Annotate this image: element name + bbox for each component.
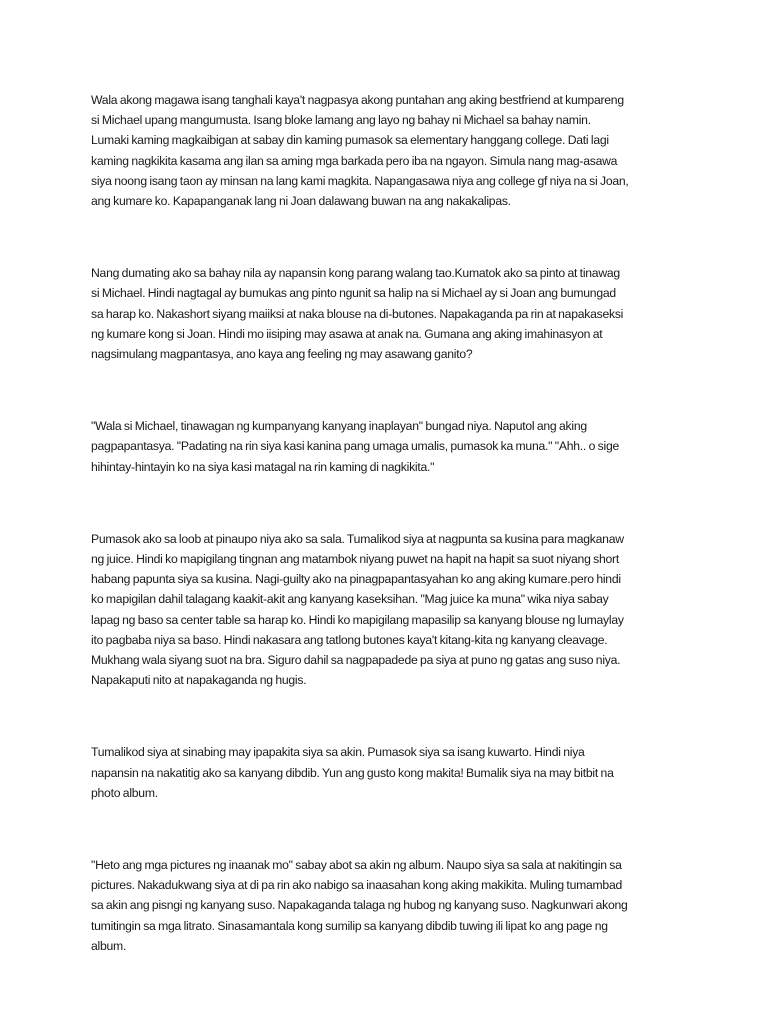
- text-line: Tumalikod siya at sinabing may ipapakita siya sa akin. Pumasok siya sa isang kuwarto. Hindi niya: [91, 745, 585, 760]
- paragraph-spacer: [91, 690, 681, 742]
- text-line: "Heto ang mga pictures ng inaanak mo" sabay abot sa akin ng album. Naupo siya sa sala at nakitingin sa: [91, 858, 622, 873]
- text-line: "Wala si Michael, tinawagan ng kumpanyang kanyang inaplayan" bungad niya. Naputol ang aking: [91, 419, 587, 434]
- text-line: Napakaputi nito at napakaganda ng hugis.: [91, 673, 307, 688]
- text-line: kaming nagkikita kasama ang ilan sa aming mga barkada pero iba na ngayon. Simula nang mag-asawa: [91, 153, 618, 168]
- text-line: sa akin ang pisngi ng kanyang suso. Napakaganda talaga ng hubog ng kanyang suso. Nagkunwari akong: [91, 898, 628, 913]
- text-line: pictures. Nakadukwang siya at di pa rin ako nabigo sa inaasahan kong aking makikita. Muling tumambad: [91, 878, 623, 893]
- text-line: album.: [91, 938, 127, 953]
- document-body: [91, 90, 681, 956]
- paragraph-2: [91, 263, 681, 364]
- text-line: ng juice. Hindi ko mapigilang tingnan ang matambok niyang puwet na hapit na hapit sa suot niyang short: [91, 552, 619, 567]
- text-line: Pumasok ako sa loob at pinaupo niya ako sa sala. Tumalikod siya at nagpunta sa kusina para magkanaw: [91, 531, 624, 546]
- paragraph-spacer: [91, 211, 681, 263]
- text-line: Nang dumating ako sa bahay nila ay napansin kong parang walang tao.Kumatok ako sa pinto at tinawag: [91, 266, 620, 281]
- paragraph-6: [91, 855, 681, 956]
- text-line: nagsimulang magpantasya, ano kaya ang feeling ng may asawang ganito?: [91, 347, 473, 362]
- paragraph-1: [91, 90, 681, 211]
- paragraph-spacer: [91, 803, 681, 855]
- paragraph-5: [91, 742, 681, 803]
- text-line: habang papunta siya sa kusina. Nagi-guilty ako na pinagpapantasyahan ko ang aking kumare.pero hindi: [91, 572, 621, 587]
- text-line: tumitingin sa mga litrato. Sinasamantala kong sumilip sa kanyang dibdib tuwing ili lipat ko ang page ng: [91, 918, 608, 933]
- text-line: hihintay-hintayin ko na siya kasi matagal na rin kaming di nagkikita.": [91, 459, 435, 474]
- paragraph-3: [91, 416, 681, 477]
- text-line: Mukhang wala siyang suot na bra. Siguro dahil sa nagpapadede pa siya at puno ng gatas ang suso niya.: [91, 653, 621, 668]
- text-line: Lumaki kaming magkaibigan at sabay din kaming pumasok sa elementary hanggang college. Dati lagi: [91, 133, 609, 148]
- text-line: ang kumare ko. Kapapanganak lang ni Joan dalawang buwan na ang nakakalipas.: [91, 194, 511, 209]
- text-line: ito pagbaba niya sa baso. Hindi nakasara ang tatlong butones kaya't kitang-kita ng kanyang cleavage.: [91, 632, 608, 647]
- text-line: napansin na nakatitig ako sa kanyang dibdib. Yun ang gusto kong makita! Bumalik siya na may bitbit na: [91, 765, 614, 780]
- text-line: pagpapantasya. "Padating na rin siya kasi kanina pang umaga umalis, pumasok ka muna." "Ahh.. o sige: [91, 439, 620, 454]
- text-line: si Michael upang mangumusta. Isang bloke lamang ang layo ng bahay ni Michael sa bahay namin.: [91, 113, 591, 128]
- text-line: lapag ng baso sa center table sa harap ko. Hindi ko mapigilang mapasilip sa kanyang blouse ng lumaylay: [91, 612, 624, 627]
- text-line: ko mapigilan dahil talagang kaakit-akit ang kanyang kaseksihan. "Mag juice ka muna" wika niya sabay: [91, 592, 609, 607]
- text-line: ng kumare kong si Joan. Hindi mo iisiping may asawa at anak na. Gumana ang aking imahinasyon at: [91, 326, 603, 341]
- paragraph-4: [91, 529, 681, 691]
- text-line: si Michael. Hindi nagtagal ay bumukas ang pinto ngunit sa halip na si Michael ay si Joan ang bumungad: [91, 286, 616, 301]
- text-line: photo album.: [91, 785, 158, 800]
- paragraph-spacer: [91, 477, 681, 529]
- text-line: siya noong isang taon ay minsan na lang kami magkita. Napangasawa niya ang college gf niya na si Joan,: [91, 173, 629, 188]
- text-line: sa harap ko. Nakashort siyang maiiksi at naka blouse na di-butones. Napakaganda pa rin at napakaseksi: [91, 306, 624, 321]
- text-line: Wala akong magawa isang tanghali kaya't nagpasya akong puntahan ang aking bestfriend at kumpareng: [91, 93, 624, 107]
- paragraph-spacer: [91, 364, 681, 416]
